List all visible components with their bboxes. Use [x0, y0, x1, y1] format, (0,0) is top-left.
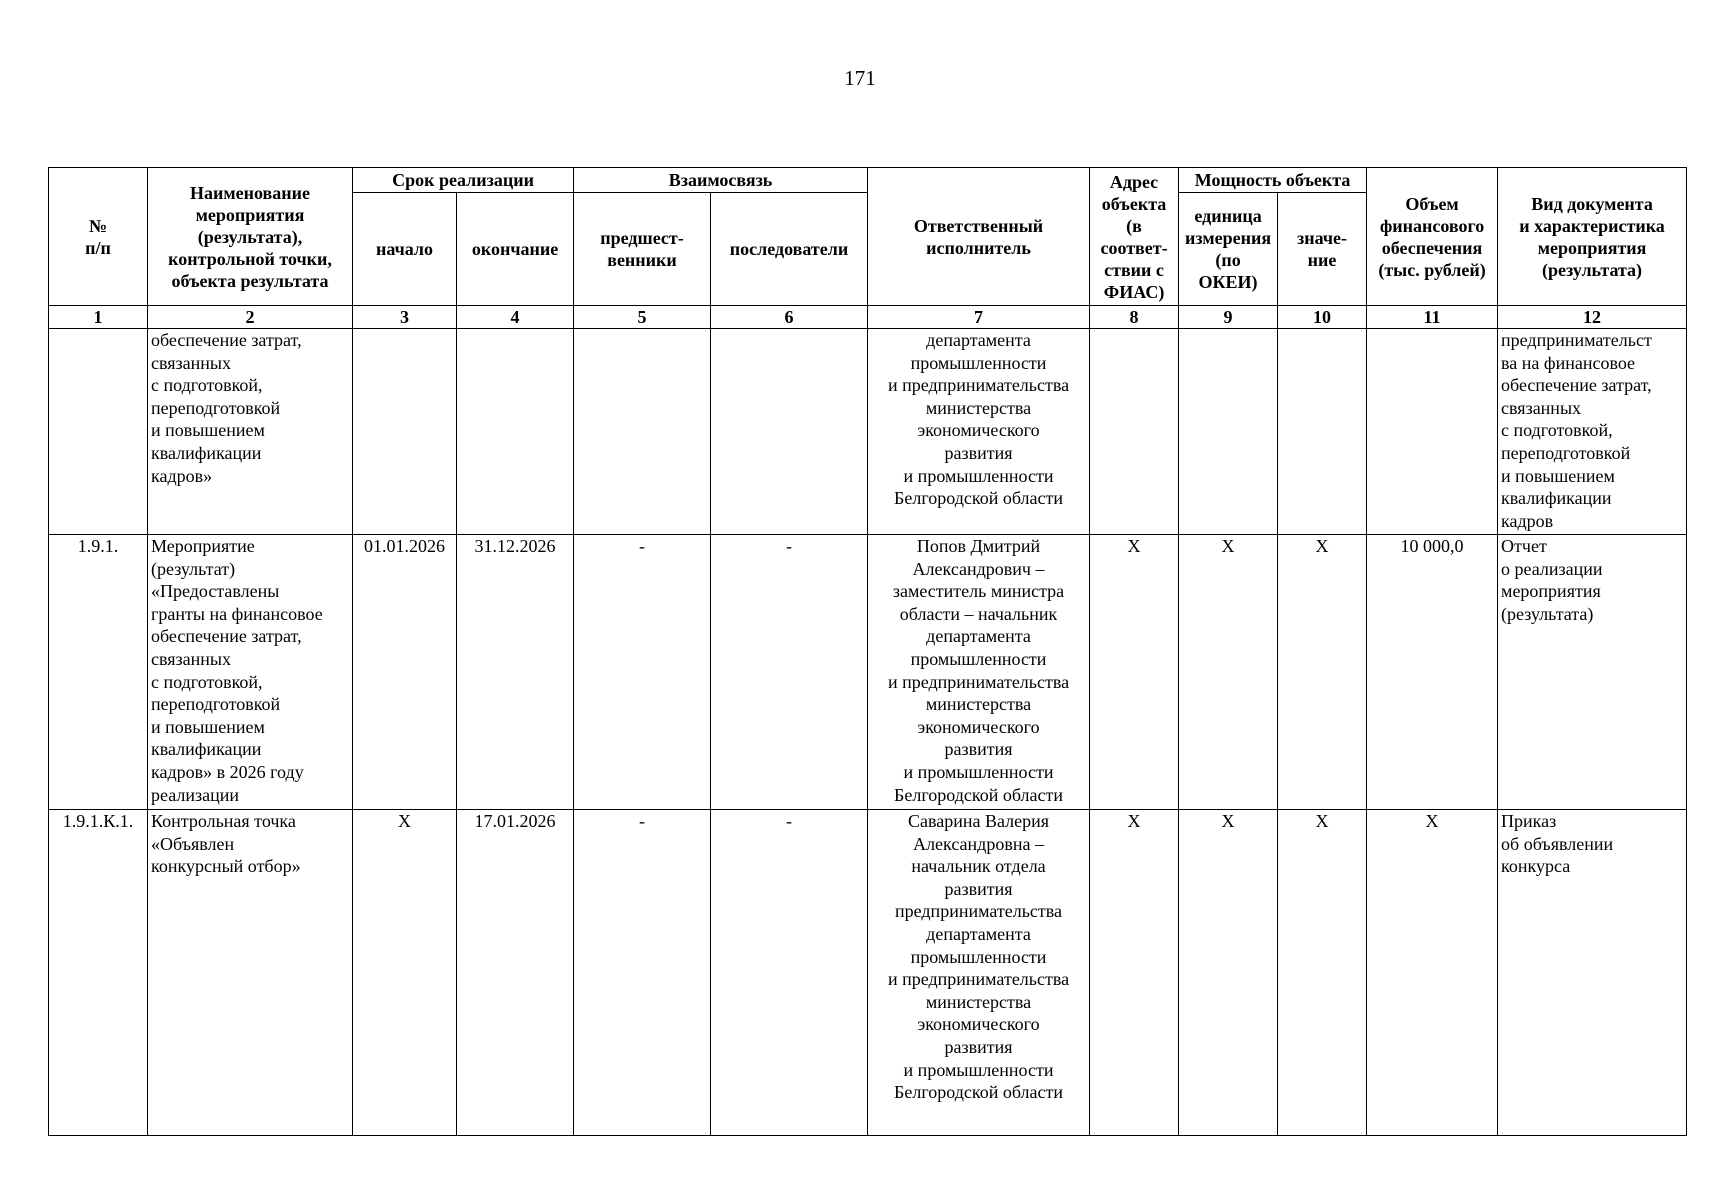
header-num: № п/п — [49, 168, 148, 306]
page-number: 171 — [844, 66, 876, 90]
column-number: 7 — [868, 306, 1090, 329]
cell-doc: Приказ об объявлении конкурса — [1498, 810, 1687, 1136]
cell-succ — [711, 329, 868, 535]
cell-responsible: Попов Дмитрий Александрович – заместитель министра области – начальник департамента промышленности и предпринимательства министерства экономического развития и промышленности Белгородской области — [868, 535, 1090, 810]
cell-responsible: департамента промышленности и предпринимательства министерства экономического развития и промышленности Белгородской области — [868, 329, 1090, 535]
cell-unit: X — [1179, 810, 1278, 1136]
column-number: 5 — [574, 306, 711, 329]
table-row — [49, 810, 1687, 1136]
header-name: Наименование мероприятия (результата), контрольной точки, объекта результата — [148, 168, 353, 306]
header-term-end: окончание — [457, 193, 574, 306]
cell-num: 1.9.1. — [49, 535, 148, 810]
header-capacity-unit: единица измерения (по ОКЕИ) — [1179, 193, 1278, 306]
cell-doc: предпринимательст ва на финансовое обеспечение затрат, связанных с подготовкой, переподготовкой и повышением квалификации кадров — [1498, 329, 1687, 535]
cell-unit: X — [1179, 535, 1278, 810]
cell-end — [457, 329, 574, 535]
cell-value — [1278, 329, 1367, 535]
column-number: 4 — [457, 306, 574, 329]
header-term-group: Срок реализации — [353, 168, 574, 193]
cell-start: X — [353, 810, 457, 1136]
cell-name: Контрольная точка «Объявлен конкурсный отбор» — [148, 810, 353, 1136]
column-number: 3 — [353, 306, 457, 329]
cell-num — [49, 329, 148, 535]
header-link-group: Взаимосвязь — [574, 168, 868, 193]
cell-succ: - — [711, 810, 868, 1136]
cell-pred: - — [574, 810, 711, 1136]
column-number: 10 — [1278, 306, 1367, 329]
cell-name: обеспечение затрат, связанных с подготовкой, переподготовкой и повышением квалификации кадров» — [148, 329, 353, 535]
cell-responsible: Саварина Валерия Александровна – начальник отдела развития предпринимательства департамента промышленности и предпринимательства министерства экономического развития и промышленности Белгородской области — [868, 810, 1090, 1136]
cell-start: 01.01.2026 — [353, 535, 457, 810]
header-link-pred: предшест- венники — [574, 193, 711, 306]
cell-name: Мероприятие (результат) «Предоставлены гранты на финансовое обеспечение затрат, связанных с подготовкой, переподготовкой и повышением квалификации кадров» в 2026 году реализации — [148, 535, 353, 810]
table-row — [49, 329, 1687, 535]
cell-finance — [1367, 329, 1498, 535]
header-link-succ: последователи — [711, 193, 868, 306]
column-number: 8 — [1090, 306, 1179, 329]
header-capacity-value: значе- ние — [1278, 193, 1367, 306]
cell-pred: - — [574, 535, 711, 810]
cell-succ: - — [711, 535, 868, 810]
cell-address: X — [1090, 810, 1179, 1136]
cell-address — [1090, 329, 1179, 535]
header-term-start: начало — [353, 193, 457, 306]
column-number: 12 — [1498, 306, 1687, 329]
cell-end: 17.01.2026 — [457, 810, 574, 1136]
column-number: 11 — [1367, 306, 1498, 329]
column-number: 2 — [148, 306, 353, 329]
column-number: 9 — [1179, 306, 1278, 329]
cell-start — [353, 329, 457, 535]
header-capacity-group: Мощность объекта — [1179, 168, 1367, 193]
cell-pred — [574, 329, 711, 535]
cell-finance: X — [1367, 810, 1498, 1136]
cell-address: X — [1090, 535, 1179, 810]
column-number: 1 — [49, 306, 148, 329]
cell-end: 31.12.2026 — [457, 535, 574, 810]
column-number: 6 — [711, 306, 868, 329]
table-row — [49, 535, 1687, 810]
header-responsible: Ответственный исполнитель — [868, 168, 1090, 306]
cell-unit — [1179, 329, 1278, 535]
cell-finance: 10 000,0 — [1367, 535, 1498, 810]
cell-value: X — [1278, 810, 1367, 1136]
header-address: Адрес объекта (в соответ- ствии с ФИАС) — [1090, 168, 1179, 306]
plan-table — [48, 167, 1687, 1136]
cell-num: 1.9.1.К.1. — [49, 810, 148, 1136]
header-doc: Вид документа и характеристика мероприятия (результата) — [1498, 168, 1687, 306]
cell-value: X — [1278, 535, 1367, 810]
cell-doc: Отчет о реализации мероприятия (результата) — [1498, 535, 1687, 810]
header-finance: Объем финансового обеспечения (тыс. рублей) — [1367, 168, 1498, 306]
